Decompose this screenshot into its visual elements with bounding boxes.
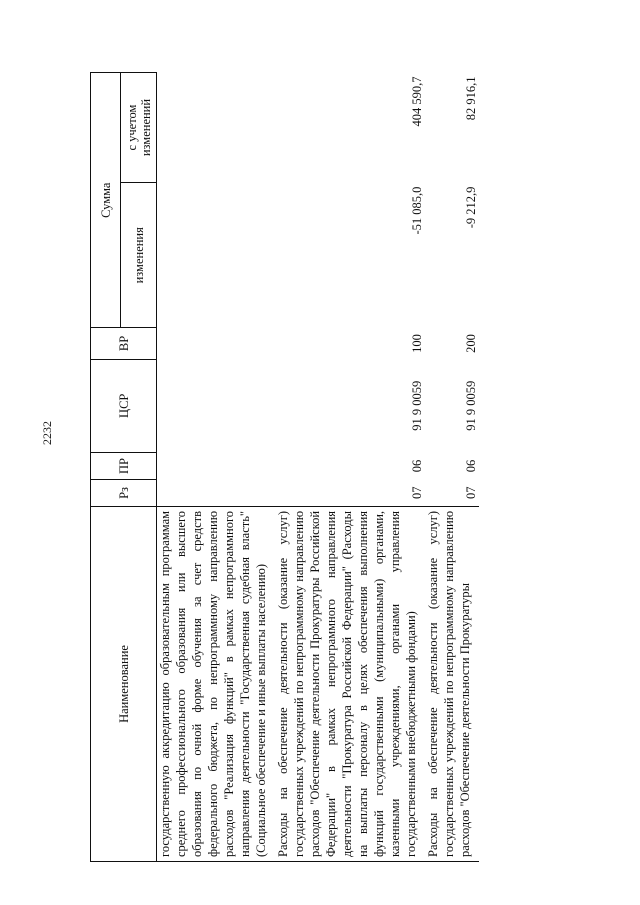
row-vr: 200	[464, 334, 478, 353]
header-name: Наименование	[91, 506, 157, 861]
table-row	[425, 73, 479, 862]
table-row	[157, 73, 276, 862]
header-sum: Сумма	[91, 73, 121, 328]
row-name: Расходы на обеспечение деятельности (оказание услуг) государственных учреждений по непрограммному направлению расходов "Обеспечение деятельности Прокуратуры	[425, 506, 479, 861]
row-total: 404 590,7	[410, 76, 424, 127]
header-csr: ЦСР	[91, 359, 157, 452]
row-vr: 100	[410, 334, 424, 353]
row-csr: 91 9 0059	[410, 380, 424, 431]
row-vr	[157, 328, 276, 359]
header-vr: ВР	[91, 328, 157, 359]
row-name: Расходы на обеспечение деятельности (оказание услуг) государственных учреждений по непрограммному направлению расходов "Обеспечение деятельности Прокуратуры Российской Федерации" в рамках непрограммного направления деятельности "Прокуратура Российской Федерации" (Расходы на выплаты персоналу в целях обеспечения выполнения функций государственными (муниципальными) органами, казенными учреждениями, органами управления государственными внебюджетными фондами)	[275, 506, 425, 861]
row-change: -9 212,9	[464, 186, 478, 229]
row-pr: 06	[464, 459, 478, 473]
row-rz	[157, 479, 276, 506]
row-rz: 07	[410, 486, 424, 499]
page-number: 2232	[40, 421, 54, 445]
header-changes: изменения	[121, 183, 157, 328]
row-name: государственную аккредитацию образовательным программам среднего профессионального образования или высшего образования по очной форме обучения за счет средств федерального бюджета, по непрограммному направлению расходов "Реализация функций" в рамках непрограммного направления деятельности "Государственная судебная власть" (Социальное обеспечение и иные выплаты населению)	[157, 506, 276, 861]
table-row	[275, 73, 425, 862]
row-csr: 91 9 0059	[464, 380, 478, 431]
budget-table	[90, 72, 479, 862]
budget-table-sheet	[90, 72, 560, 862]
row-pr: 06	[410, 459, 424, 473]
row-change	[157, 183, 276, 328]
row-total	[157, 73, 276, 183]
header-with-changes: с учетом изменений	[121, 73, 157, 183]
header-pr: ПР	[91, 452, 157, 479]
header-rz: Рз	[91, 479, 157, 506]
row-change: -51 085,0	[410, 186, 424, 235]
row-total: 82 916,1	[464, 76, 478, 121]
row-rz: 07	[464, 486, 478, 499]
row-csr	[157, 359, 276, 452]
row-pr	[157, 452, 276, 479]
